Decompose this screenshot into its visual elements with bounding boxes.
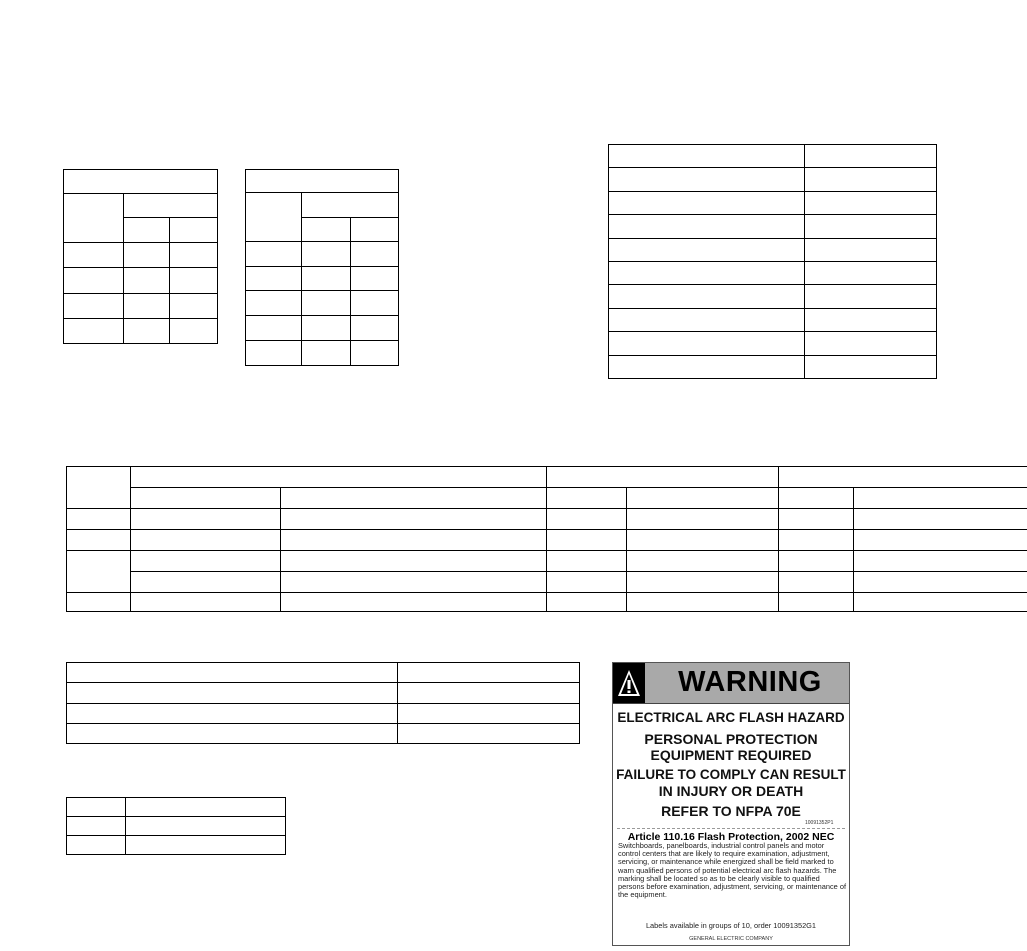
table-row xyxy=(246,316,399,341)
table-row xyxy=(67,817,286,836)
table-b xyxy=(245,169,399,366)
table-cell xyxy=(302,193,399,218)
table-e xyxy=(66,662,580,744)
table-row xyxy=(67,663,580,683)
table-cell xyxy=(351,218,399,242)
table-row xyxy=(67,836,286,855)
table-cell xyxy=(170,218,218,243)
hazard-line: ELECTRICAL ARC FLASH HAZARD xyxy=(617,710,845,725)
table-cell xyxy=(67,467,131,509)
warning-header xyxy=(613,663,849,704)
table-cell xyxy=(64,170,218,194)
table-row xyxy=(246,242,399,267)
table-cell xyxy=(779,467,1027,488)
table-row xyxy=(609,285,937,308)
article-body: Switchboards, panelboards, industrial control panels and motor control centers that are likely to require examination, adjustment, servicing, or maintenance while energized shall be field marked to warn qualified persons of potential electrical arc flash hazards. The marking shall be located so as to be clearly visible to qualified persons before examination, adjustment, servicing, or maintenance of the equipment. xyxy=(618,841,847,900)
label-divider xyxy=(617,828,845,829)
warning-title: WARNING xyxy=(678,666,822,698)
order-text: Labels available in groups of 10, order 10091352G1 xyxy=(645,921,817,930)
warning-triangle-icon xyxy=(617,669,641,697)
failure-line-1: FAILURE TO COMPLY CAN RESULT xyxy=(616,767,846,782)
table-row xyxy=(64,294,218,319)
company-name: GENERAL ELECTRIC COMPANY xyxy=(689,936,773,942)
table-row xyxy=(67,488,1027,509)
table-row xyxy=(609,215,937,238)
table-a xyxy=(63,169,218,344)
table-row xyxy=(246,341,399,366)
table-cell xyxy=(547,467,779,488)
table-cell xyxy=(124,194,218,218)
table-row xyxy=(64,243,218,268)
table-cell xyxy=(64,194,124,243)
table-row xyxy=(609,238,937,261)
ppe-line-1: PERSONAL PROTECTION xyxy=(644,731,818,747)
table-row xyxy=(609,191,937,214)
table-row xyxy=(246,267,399,291)
table-d xyxy=(66,466,1027,612)
table-row xyxy=(609,332,937,355)
table-row xyxy=(246,291,399,316)
table-row xyxy=(609,261,937,284)
table-row xyxy=(67,703,580,723)
table-row xyxy=(67,530,1027,551)
table-row xyxy=(609,145,937,168)
article-title: Article 110.16 Flash Protection, 2002 NEC xyxy=(627,831,835,843)
table-row xyxy=(64,268,218,294)
ppe-line-2: EQUIPMENT REQUIRED xyxy=(650,747,812,763)
table-row xyxy=(64,319,218,344)
table-cell xyxy=(246,193,302,242)
table-f xyxy=(66,797,286,855)
table-row xyxy=(67,723,580,743)
table-cell xyxy=(124,218,170,243)
table-row xyxy=(67,572,1027,593)
table-row xyxy=(609,168,937,191)
table-row xyxy=(67,593,1027,612)
table-c xyxy=(608,144,937,379)
table-row xyxy=(67,509,1027,530)
table-row xyxy=(67,683,580,703)
table-cell xyxy=(246,170,399,193)
table-row xyxy=(67,551,1027,572)
arc-flash-warning-label xyxy=(612,662,850,946)
failure-line-2: IN INJURY OR DEATH xyxy=(658,783,804,799)
table-cell xyxy=(131,467,547,488)
table-row xyxy=(609,308,937,331)
table-cell xyxy=(302,218,351,242)
table-row xyxy=(609,355,937,378)
part-number: 10091352P1 xyxy=(805,820,834,826)
table-row xyxy=(67,798,286,817)
nfpa-line: REFER TO NFPA 70E xyxy=(661,803,801,819)
